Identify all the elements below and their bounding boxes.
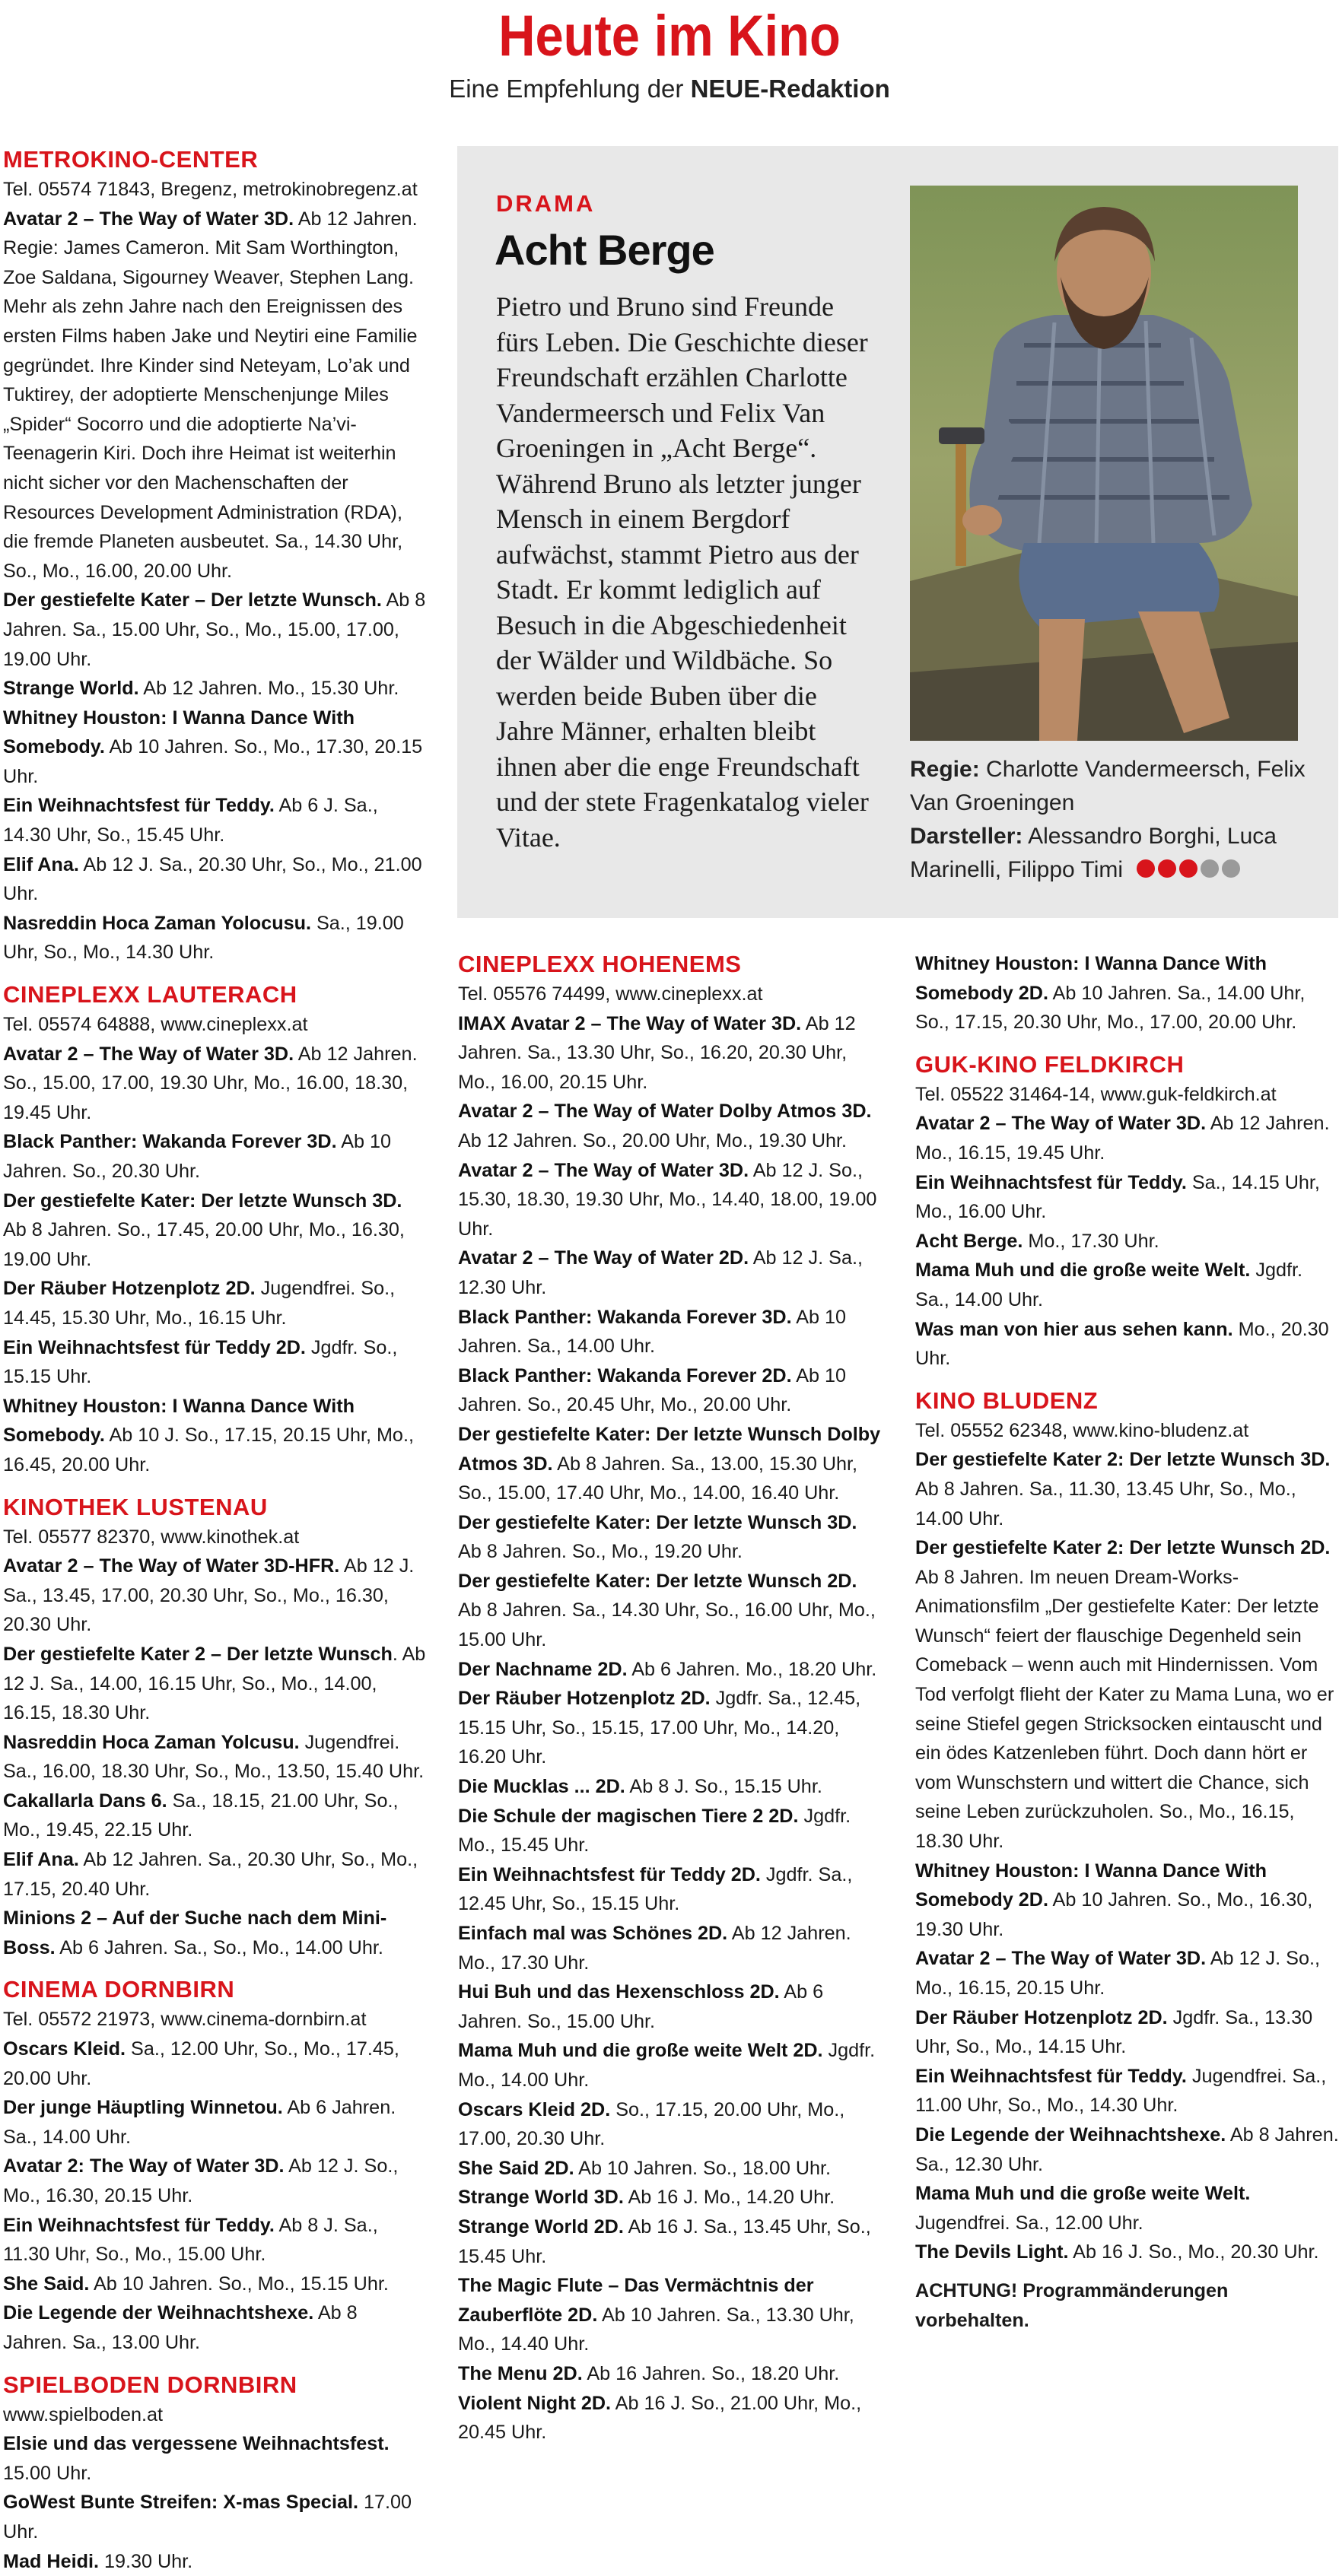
cinema-block [3,980,426,1480]
listing-entry [3,2429,426,2488]
listing-entry [915,1533,1339,1857]
listing-entry [3,791,426,850]
cinema-block [3,2370,426,2576]
cinema-block [915,1386,1339,2267]
listing-entry [458,1655,883,1685]
film-title: The Magic Flute – Das Vermächtnis der Zauberflöte 2D. [458,2275,814,2326]
film-details: Tel. 05577 82370, www.kinothek.at [3,1526,300,1548]
listing-column-2 [458,949,883,2447]
film-title: Einfach mal was Schönes 2D. [458,1923,728,1944]
film-details: Jgdfr. Mo., 14.00 Uhr. [458,2040,876,2091]
film-details: Ab 16 J. So., Mo., 20.30 Uhr. [1068,2241,1319,2263]
film-details: Ab 12 Jahren. Mo., 17.30 Uhr. [458,1923,851,1974]
film-details: Ab 8 Jahren. Im neuen Dream-Works-Animationsfilm „Der gestiefelte Kater: Der letzte Wunsch“ feiert der flauschige Degenheld sein Comeback – wenn auch mit Hindernissen. Vom Tod verfolgt flieht der Kater zu Mama Luna, wo er seine Stiefel gegen Stricksocken eintauscht und ein ödes Katzenleben führt. Doch dann hört er vom Wunschstern und wittert die Chance, sich seine Leben zurückzuholen. So., Mo., 16.15, 18.30 Uhr. [915,1566,1334,1853]
cinema-block [915,1050,1339,1374]
film-title: Die Mucklas ... 2D. [458,1776,625,1798]
cinema-contact [3,1010,426,1040]
listing-entry [915,1944,1339,2003]
darsteller-names: Alessandro Borghi, Luca Marinelli, Filippo Timi [910,824,1277,882]
film-details: Tel. 05574 64888, www.cineplexx.at [3,1014,308,1036]
film-details: Tel. 05522 31464-14, www.guk-feldkirch.at [915,1083,1277,1105]
film-title: Ein Weihnachtsfest für Teddy 2D. [3,1336,306,1358]
film-details: www.spielboden.at [3,2403,164,2425]
film-title: Whitney Houston: I Wanna Dance With Somebody 2D. [915,953,1267,1004]
subtitle-publisher: NEUE-Redaktion [690,75,890,103]
film-details: Ab 12 Jahren. Sa., 20.30 Uhr, So., Mo., 17.15, 20.40 Uhr. [3,1849,418,1900]
film-title: IMAX Avatar 2 – The Way of Water 3D. [458,1012,802,1034]
film-title: Cakallarla Dans 6. [3,1790,167,1812]
film-details: Jugendfrei. Sa., 11.00 Uhr, So., Mo., 14.30 Uhr. [915,2065,1327,2117]
film-details: Ab 10 Jahren. So., Mo., 16.30, 19.30 Uhr. [915,1889,1313,1940]
cinema-name: GUK-KINO FELDKIRCH [915,1050,1185,1078]
film-title: Der gestiefelte Kater 2 – Der letzte Wunsch [3,1643,393,1665]
film-details: Sa., 19.00 Uhr, So., Mo., 14.30 Uhr. [3,912,404,964]
cinema-name: METROKINO-CENTER [3,146,259,173]
film-title: Avatar 2 – The Way of Water Dolby Atmos 3D. [458,1101,872,1123]
film-details: Ab 16 J. Sa., 13.45 Uhr, So., 15.45 Uhr. [458,2215,871,2267]
film-title: Der gestiefelte Kater – Der letzte Wunsch. [3,589,382,611]
listing-entry [3,1904,426,1962]
film-title: Whitney Houston: I Wanna Dance With Somebody 2D. [915,1860,1267,1911]
listing-entry [3,2298,426,2357]
film-title: Der Räuber Hotzenplotz 2D. [3,1278,256,1300]
listing-entry [458,2212,883,2271]
film-details: Ab 6 Jahren. Sa., 14.00 Uhr. [3,2097,396,2148]
listing-entry [458,1802,883,1860]
film-title: Der gestiefelte Kater: Der letzte Wunsch 3D. [458,1511,857,1533]
film-title: GoWest Bunte Streifen: X-mas Special. [3,2492,359,2514]
listing-entry [915,1168,1339,1227]
film-title: Der junge Häuptling Winnetou. [3,2097,283,2119]
film-title: Black Panther: Wakanda Forever 2D. [458,1364,792,1386]
listing-entry [915,1109,1339,1167]
page-subtitle [0,75,1339,103]
listing-entry [458,2271,883,2359]
film-title: Avatar 2 – The Way of Water 2D. [458,1247,749,1269]
cinema-contact [3,2400,426,2430]
listing-entry [458,1009,883,1097]
feature-caption [910,753,1313,888]
film-details: Ab 10 Jahren. So., Mo., 17.30, 20.15 Uhr. [3,736,423,787]
cinema-name: CINEPLEXX HOHENEMS [458,951,742,977]
listing-entry [458,1303,883,1361]
cinema-contact [458,980,883,1009]
film-details: Jgdfr. So., 15.15 Uhr. [3,1336,398,1388]
film-details: Ab 12 J. Sa., 20.30 Uhr, So., Mo., 21.00 Uhr. [3,853,422,905]
film-details: Ab 8 Jahren. Sa., 11.30, 13.45 Uhr, So., Mo., 14.00 Uhr. [915,1478,1296,1529]
film-details: Ab 10 Jahren. Sa., 13.30 Uhr, Mo., 14.40 Uhr. [458,2304,854,2355]
rating-dot-filled [1158,859,1176,878]
film-title: Nasreddin Hoca Zaman Yolocusu. [3,912,311,934]
listing-entry [458,1508,883,1567]
film-details: Ab 12 Jahren. So., 20.00 Uhr, Mo., 19.30 Uhr. [458,1129,848,1151]
film-details: Ab 12 Jahren. Regie: James Cameron. Mit Sam Worthington, Zoe Saldana, Sigourney Weaver, Stephen Lang. Mehr als zehn Jahre nach den Ereignissen des ersten Films haben Jake und Neytiri eine Familie gegründet. Ihre Kinder sind Neteyam, Lo’ak und Tuktirey, der adoptierte Menschenjunge Miles „Spider“ Socorro und die adoptierte Na’vi-Teenagerin Kiri. Doch ihre Heimat ist weiterhin nicht sicher vor den Machenschaften der Resources Development Administration (RDA), die fremde Planeten ausbeutet. Sa., 14.30 Uhr, So., Mo., 16.00, 20.00 Uhr. [3,208,418,582]
film-details: Sa., 18.15, 21.00 Uhr, So., Mo., 19.45, 22.15 Uhr. [3,1790,399,1841]
film-details: Ab 12 J. So., 15.30, 18.30, 19.30 Uhr, Mo., 14.40, 18.00, 19.00 Uhr. [458,1159,877,1240]
listing-entry [458,1097,883,1155]
listing-column-3 [915,949,1339,2335]
listing-entry [915,1256,1339,1314]
film-details: Ab 10 Jahren. So., 20.45 Uhr, Mo., 20.00 Uhr. [458,1364,847,1416]
listing-column-1 [3,145,426,2576]
feature-title: Acht Berge [495,226,714,274]
film-details: Tel. 05574 71843, Bregenz, metrokinobregenz.at [3,179,418,200]
listing-entry [915,949,1339,1037]
film-title: She Said 2D. [458,2157,574,2179]
film-details: Ab 12 J. So., Mo., 16.30, 20.15 Uhr. [3,2155,399,2206]
film-details: Ab 8 Jahren. Sa., 13.00 Uhr. [3,2302,358,2353]
film-details: Ab 12 Jahren. Mo., 16.15, 19.45 Uhr. [915,1113,1330,1164]
film-title: Minions 2 – Auf der Suche nach dem Mini-Boss. [3,1907,387,1958]
listing-entry [3,2034,426,2093]
film-title: Avatar 2 – The Way of Water 3D. [3,1043,294,1065]
film-title: Mama Muh und die große weite Welt 2D. [458,2040,823,2062]
film-title: Mama Muh und die große weite Welt. [915,2183,1251,2205]
film-details: Ab 10 Jahren. Sa., 14.00 Uhr. [458,1306,847,1358]
listing-entry [458,1860,883,1919]
film-title: Acht Berge. [915,1230,1023,1252]
cinema-block [915,949,1339,1037]
listing-entry [3,2269,426,2299]
film-details: Ab 12 J. So., Mo., 16.15, 20.15 Uhr. [915,1948,1320,1999]
listing-entry [915,2179,1339,2238]
film-details: Ab 8 Jahren. So., 17.45, 20.00 Uhr, Mo., 16.30, 19.00 Uhr. [3,1219,405,1270]
film-details: Ab 8 Jahren. Sa., 15.00 Uhr, So., Mo., 15.00, 17.00, 19.00 Uhr. [3,589,426,670]
film-details: Tel. 05576 74499, www.cineplexx.at [458,983,763,1005]
film-details: Ab 12 J. Sa., 12.30 Uhr. [458,1247,863,1298]
cinema-name: KINOTHEK LUSTENAU [3,1493,268,1520]
cinema-name: SPIELBODEN DORNBIRN [3,2371,297,2398]
film-details: Ab 16 J. Mo., 14.20 Uhr. [623,2187,835,2209]
film-title: Was man von hier aus sehen kann. [915,1318,1233,1340]
listing-entry [3,1186,426,1275]
listing-entry [915,1445,1339,1533]
film-details: Ab 8 Jahren. So., Mo., 19.20 Uhr. [458,1541,743,1563]
film-details: Jugendfrei. So., 14.45, 15.30 Uhr, Mo., 16.15 Uhr. [3,1278,396,1329]
listing-entry [915,1857,1339,1945]
rating-dots [1137,854,1243,888]
film-details: Ab 6 Jahren. Sa., So., Mo., 14.00 Uhr. [55,1936,383,1958]
listing-entry [915,1315,1339,1374]
film-details: Ab 8 Jahren. Sa., 14.30 Uhr, So., 16.00 Uhr, Mo., 15.00 Uhr. [458,1599,876,1651]
film-details: Ab 10 Jahren. So., 20.30 Uhr. [3,1131,392,1182]
film-details: Ab 10 Jahren. So., Mo., 15.15 Uhr. [89,2273,389,2295]
film-title: Der gestiefelte Kater 2: Der letzte Wunsch 2D. [915,1537,1331,1559]
film-details: Ab 8 J. Sa., 11.30 Uhr, So., Mo., 15.00 Uhr. [3,2214,378,2266]
film-title: Black Panther: Wakanda Forever 3D. [458,1306,792,1328]
cinema-block [3,145,426,967]
regie-names: Charlotte Vandermeersch, Felix Van Groeningen [910,757,1306,815]
film-title: Der Räuber Hotzenplotz 2D. [915,2006,1168,2028]
film-title: Elsie und das vergessene Weihnachtsfest. [3,2433,390,2455]
film-details: Ab 8 Jahren. Sa., 13.00, 15.30 Uhr, So., 15.00, 17.40 Uhr, Mo., 14.00, 16.40 Uhr. [458,1453,858,1504]
listing-entry [458,2095,883,2154]
film-details: Jgdfr. Mo., 15.45 Uhr. [458,1805,851,1857]
film-title: Elif Ana. [3,853,79,875]
film-details: Ab 6 Jahren. So., 15.00 Uhr. [458,1981,824,2032]
film-details: Mo., 17.30 Uhr. [1023,1230,1159,1252]
film-details: Jgdfr. Sa., 12.45 Uhr, So., 15.15 Uhr. [458,1863,853,1915]
film-details: So., 17.15, 20.00 Uhr, Mo., 17.00, 20.30 Uhr. [458,2098,845,2150]
film-title: She Said. [3,2273,90,2295]
film-details: Ab 6 J. Sa., 14.30 Uhr, So., 15.45 Uhr. [3,795,378,846]
listing-entry [458,1420,883,1508]
listing-entry [3,2488,426,2546]
film-details: Ab 16 J. So., 21.00 Uhr, Mo., 20.45 Uhr. [458,2392,862,2444]
listing-entry [3,205,426,586]
feature-photo [910,186,1298,741]
rating-dot-empty [1201,859,1219,878]
film-title: Strange World 2D. [458,2215,624,2238]
listing-entry [3,2547,426,2576]
rating-dot-filled [1179,859,1197,878]
listing-entry [3,2093,426,2152]
cinema-block [3,1492,426,1963]
cinema-name: KINO BLUDENZ [915,1386,1099,1414]
film-details: Mo., 20.30 Uhr. [915,1318,1329,1370]
film-details: Jgdfr. Sa., 14.00 Uhr. [915,1259,1302,1310]
film-details: Jgdfr. Sa., 13.30 Uhr, So., Mo., 14.15 Uhr. [915,2006,1313,2058]
film-details: 19.30 Uhr. [98,2550,193,2572]
film-details: Ab 6 Jahren. Mo., 18.20 Uhr. [627,1658,877,1680]
page-title: Heute im Kino [498,4,841,68]
regie-label: Regie: [910,757,980,782]
listing-entry [458,2389,883,2447]
listing-entry [915,2238,1339,2267]
listing-entry [3,1274,426,1332]
film-details: 15.00 Uhr. [3,2462,92,2484]
listing-entry [458,2036,883,2095]
film-details: Ab 8 J. So., 15.15 Uhr. [625,1776,822,1798]
listing-entry [458,1919,883,1977]
cinema-contact [915,1416,1339,1446]
listing-entry [458,1361,883,1420]
listing-entry [458,1156,883,1244]
listing-entry [3,674,426,704]
cinema-name: CINEMA DORNBIRN [3,1976,235,2003]
listing-entry [915,1227,1339,1256]
listing-entry [458,2154,883,2184]
listing-entry [3,909,426,967]
darsteller-label: Darsteller: [910,824,1023,849]
film-details: Ab 12 Jahren. Mo., 15.30 Uhr. [138,678,399,700]
film-title: Der gestiefelte Kater 2: Der letzte Wunsch 3D. [915,1449,1331,1471]
film-title: Avatar 2 – The Way of Water 3D. [3,208,294,230]
listing-entry [3,2211,426,2269]
film-details: Sa., 12.00 Uhr, So., Mo., 17.45, 20.00 Uhr. [3,2038,399,2089]
film-title: Der Räuber Hotzenplotz 2D. [458,1688,711,1710]
film-title: Die Legende der Weihnachtshexe. [915,2123,1226,2146]
subtitle-prefix: Eine Empfehlung der [449,75,691,103]
film-title: Ein Weihnachtsfest für Teddy. [915,2065,1187,2087]
film-title: Mad Heidi. [3,2550,99,2572]
film-title: Der gestiefelte Kater: Der letzte Wunsch 2D. [458,1570,857,1592]
listing-entry [458,2183,883,2212]
rating-dot-empty [1222,859,1240,878]
listing-entry [3,1040,426,1128]
film-title: Elif Ana. [3,1849,79,1871]
footer-note: ACHTUNG! Programmänderungen vorbehalten. [915,2279,1229,2331]
cinema-contact [3,175,426,205]
listing-entry [458,2359,883,2389]
film-title: Der gestiefelte Kater: Der letzte Wunsch 3D. [3,1190,402,1212]
film-title: Hui Buh und das Hexenschloss 2D. [458,1981,780,2003]
listing-entry [915,2003,1339,2062]
film-title: Oscars Kleid 2D. [458,2098,611,2120]
film-title: Ein Weihnachtsfest für Teddy. [3,795,275,817]
cinema-contact [3,2005,426,2034]
listing-entry [458,1772,883,1802]
listing-entry [3,1845,426,1904]
film-details: Jugendfrei. Sa., 12.00 Uhr. [915,2212,1143,2234]
film-title: Violent Night 2D. [458,2392,612,2414]
film-details: Ab 12 J. Sa., 13.45, 17.00, 20.30 Uhr, So., Mo., 16.30, 20.30 Uhr. [3,1555,415,1636]
film-details: Tel. 05552 62348, www.kino-bludenz.at [915,1419,1249,1441]
feature-photo-image [910,186,1298,741]
cinema-name: CINEPLEXX LAUTERACH [3,981,297,1008]
listing-entry [3,1552,426,1640]
film-title: Der Nachname 2D. [458,1658,628,1680]
film-title: Ein Weihnachtsfest für Teddy. [3,2214,275,2236]
listing-entry [458,1977,883,2036]
film-title: Whitney Houston: I Wanna Dance With Somebody. [3,1395,355,1447]
film-title: Avatar 2 – The Way of Water 3D. [915,1948,1207,1970]
film-title: Die Legende der Weihnachtshexe. [3,2302,314,2324]
film-title: Avatar 2 – The Way of Water 3D-HFR. [3,1555,340,1577]
listing-entry [3,2152,426,2210]
listing-entry [458,1244,883,1302]
film-title: Ein Weihnachtsfest für Teddy 2D. [458,1863,761,1885]
film-title: Strange World. [3,678,139,700]
film-title: The Menu 2D. [458,2362,583,2384]
film-details: . Ab 12 J. Sa., 14.00, 16.15 Uhr, So., Mo., 14.00, 16.15, 18.30 Uhr. [3,1643,426,1724]
listing-entry [3,704,426,792]
film-details: 17.00 Uhr. [3,2492,412,2543]
listing-entry [458,1567,883,1655]
listing-entry [3,586,426,674]
feature-genre: DRAMA [496,190,596,217]
listing-entry [3,1640,426,1728]
film-title: Mama Muh und die große weite Welt. [915,1259,1251,1282]
film-title: Avatar 2: The Way of Water 3D. [3,2155,285,2177]
listing-entry [915,2062,1339,2120]
film-title: Ein Weihnachtsfest für Teddy. [915,1171,1187,1193]
film-details: Tel. 05572 21973, www.cinema-dornbirn.at [3,2009,367,2031]
listing-entry [3,850,426,909]
listing-entry [458,1684,883,1772]
listing-entry [3,1392,426,1480]
film-details: Ab 10 J. So., 17.15, 20.15 Uhr, Mo., 16.45, 20.00 Uhr. [3,1425,414,1475]
rating-dot-filled [1137,859,1155,878]
cinema-contact [3,1523,426,1552]
cinema-block [3,1974,426,2357]
cinema-block [458,949,883,2447]
listing-entry [3,1728,426,1787]
film-details: Ab 8 Jahren. Sa., 12.30 Uhr. [915,2123,1339,2175]
film-details: Jgdfr. Sa., 12.45, 15.15 Uhr, So., 15.15, 17.00 Uhr, Mo., 14.20, 16.20 Uhr. [458,1688,861,1768]
film-details: Ab 10 Jahren. Sa., 14.00 Uhr, So., 17.15, 20.30 Uhr, Mo., 17.00, 20.00 Uhr. [915,982,1306,1034]
film-title: Nasreddin Hoca Zaman Yolcusu. [3,1731,300,1753]
film-details: Sa., 14.15 Uhr, Mo., 16.00 Uhr. [915,1171,1320,1223]
film-details: Ab 16 Jahren. So., 18.20 Uhr. [582,2362,840,2384]
film-title: Whitney Houston: I Wanna Dance With Somebody. [3,707,355,758]
film-details: Ab 10 Jahren. So., 18.00 Uhr. [574,2157,832,2179]
film-title: Strange World 3D. [458,2187,624,2209]
cinema-contact [915,1080,1339,1110]
film-details: Ab 12 Jahren. Sa., 13.30 Uhr, So., 16.20, 20.30 Uhr, Mo., 16.00, 20.15 Uhr. [458,1012,856,1093]
film-title: Avatar 2 – The Way of Water 3D. [915,1113,1207,1135]
feature-body: Pietro und Bruno sind Freunde fürs Leben. Die Geschichte dieser Freundschaft erzählen Charlotte Vandermeersch und Felix Van Groeningen in „Acht Berge“. Während Bruno als letzter junger Mensch in einem Bergdorf aufwächst, stammt Pietro aus der Stadt. Er kommt lediglich auf Besuch in die Abgeschiedenheit der Wälder und Wildbäche. So werden beide Buben über die Jahre Männer, erhalten bleibt ihnen aber die enge Freundschaft und der stete Fragenkatalog vieler Vitae. [496,291,869,853]
listing-entry [3,1787,426,1845]
listing-entry [3,1127,426,1186]
film-title: Avatar 2 – The Way of Water 3D. [458,1159,749,1181]
listing-entry [3,1333,426,1392]
film-details: Ab 12 Jahren. So., 15.00, 17.00, 19.30 Uhr, Mo., 16.00, 18.30, 19.45 Uhr. [3,1043,418,1123]
listing-entry [915,2120,1339,2179]
film-title: Black Panther: Wakanda Forever 3D. [3,1131,337,1153]
film-title: The Devils Light. [915,2241,1069,2263]
film-title: Die Schule der magischen Tiere 2 2D. [458,1805,799,1827]
film-details: Jugendfrei. Sa., 16.00, 18.30 Uhr, So., Mo., 13.50, 15.40 Uhr. [3,1731,425,1783]
film-title: Der gestiefelte Kater: Der letzte Wunsch Dolby Atmos 3D. [458,1423,881,1475]
film-title: Oscars Kleid. [3,2038,126,2060]
